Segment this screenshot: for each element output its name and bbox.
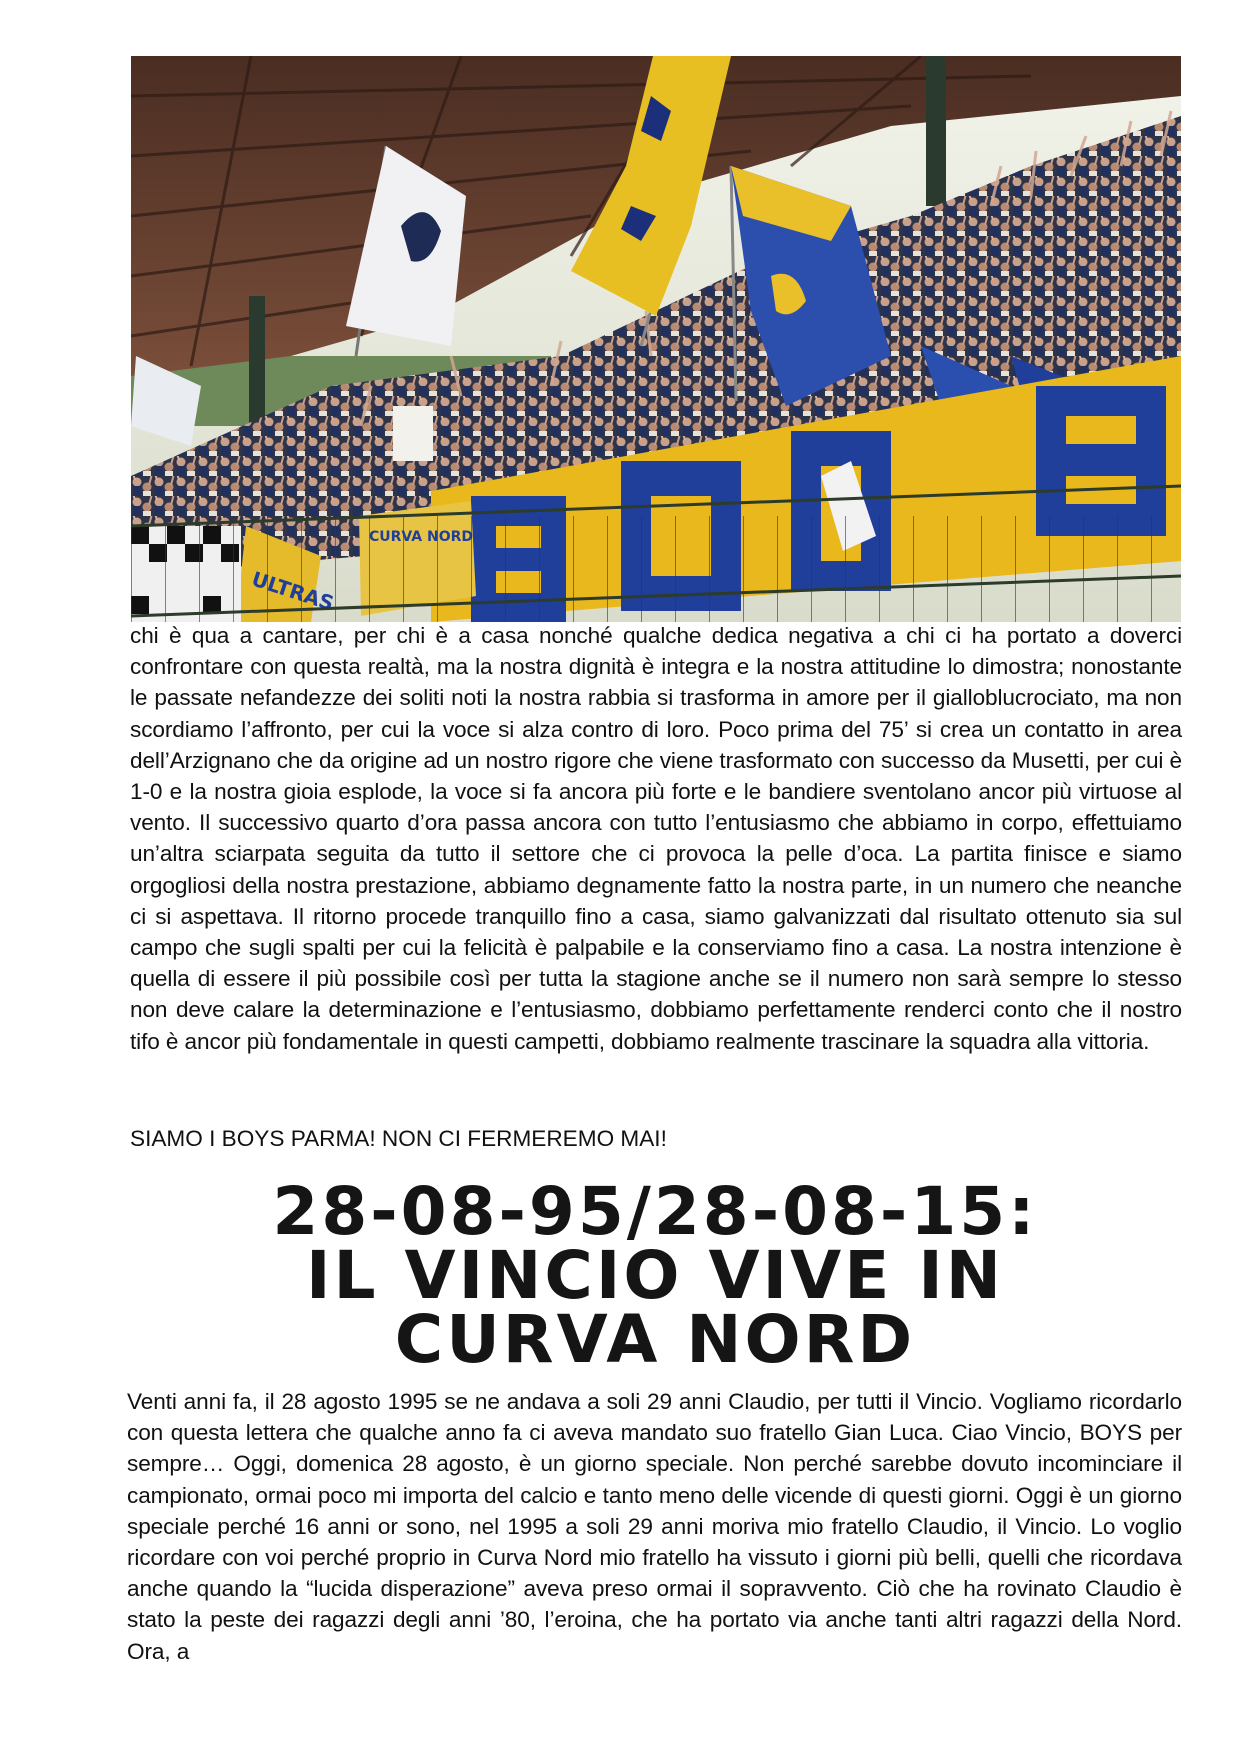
stadium-photo-illustration xyxy=(131,56,1181,622)
article-headline xyxy=(100,1173,1210,1378)
article-paragraph: chi è qua a cantare, per chi è a casa nonché qualche dedica negativa a chi ci ha portato a doverci confrontare con questa realtà, ma la nostra dignità è integra e la nostra attitudine lo dimostra; nonostante le passate nefandezze dei soliti noti la nostra rabbia si trasforma in amore per il gialloblucrociato, ma non scordiamo l’affronto, per cui la voce si alza contro di loro. Poco prima del 75’ si crea un contatto in area dell’Arzignano che da origine ad un nostro rigore che viene trasformato con successo da Musetti, per cui è 1-0 e la nostra gioia esplode, la voce si fa ancora più forte e le bandiere sventolano ancor più virtuose al vento. Il successivo quarto d’ora passa ancora con tutto l’entusiasmo che abbiamo in corpo, effettuiamo un’altra sciarpata seguita da tutto il settore che ci provoca la pelle d’oca. La partita finisce e siamo orgogliosi della nostra prestazione, abbiamo degnamente fatto la nostra parte, in un numero che neanche ci si aspettava. Il ritorno procede tranquillo fino a casa, siamo galvanizzati dal risultato ottenuto sia sul campo che sugli spalti per cui la felicità è palpabile e la conserviamo fino a casa. La nostra intenzione è quella di essere il più possibile così per tutta la stagione anche se il numero non sarà sempre lo stesso non deve calare la determinazione e l’entusiasmo, dobbiamo perfettamente renderci conto che il nostro tifo è ancor più fondamentale in questi campetti, dobbiamo realmente trascinare la squadra alla vittoria. xyxy=(130,623,1182,1054)
article-paragraph-vincio: Venti anni fa, il 28 agosto 1995 se ne andava a soli 29 anni Claudio, per tutti il Vincio. Vogliamo ricordarlo con questa lettera che qualche anno fa ci aveva mandato suo fratello Gian Luca. Ciao Vincio, BOYS per sempre… Oggi, domenica 28 agosto, è un giorno speciale. Non perché sarebbe dovuto incominciare il campionato, ormai poco mi importa del calcio e tanto meno delle vicende di questi giorni. Oggi è un giorno speciale perché 16 anni or sono, nel 1995 a soli 29 anni moriva mio fratello Claudio, il Vincio. Lo voglio ricordare con voi perché proprio in Curva Nord mio fratello ha vissuto i giorni più belli, quelli che ricordava anche quando la “lucida disperazione” aveva preso ormai il sopravvento. Ciò che ha rovinato Claudio è stato la peste dei ragazzi degli anni ’80, l’eroina, che ha portato via anche tanti altri ragazzi della Nord. Ora, a xyxy=(127,1389,1182,1664)
slogan: SIAMO I BOYS PARMA! NON CI FERMEREMO MAI! xyxy=(130,1126,667,1151)
headline-line-vincio: IL VINCIO VIVE IN xyxy=(305,1237,1005,1314)
headline-line-curva: CURVA NORD xyxy=(394,1301,916,1378)
stadium-crowd-photo xyxy=(131,56,1181,622)
headline-line-dates: 28-08-95/28-08-15: xyxy=(272,1173,1038,1250)
